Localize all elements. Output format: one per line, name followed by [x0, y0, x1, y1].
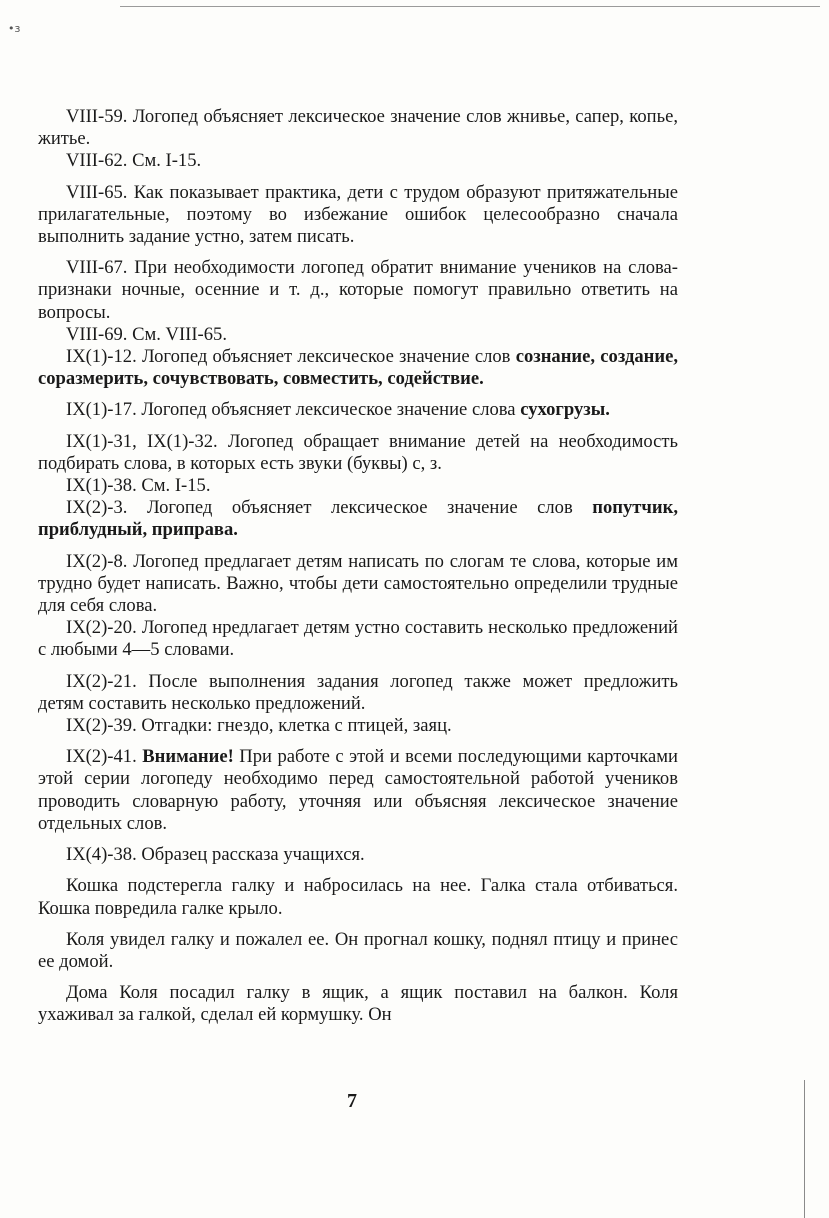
- paragraph-ix-1-31: IX(1)-31, IX(1)-32. Логопед обращает внимание детей на необходимость подбирать слова, в которых есть звуки (буквы) с, з.: [38, 430, 678, 474]
- paragraph-ix-4-38: IX(4)-38. Образец рассказа учащихся.: [66, 844, 365, 866]
- paragraph-ix-2-21: IX(2)-21. После выполнения задания логопед также может предложить детям составить несколько предложений.: [38, 670, 678, 714]
- corner-mark: •з: [8, 22, 21, 35]
- paragraph-story-2: Коля увидел галку и пожалел ее. Он прогнал кошку, поднял птицу и принес ее домой.: [38, 928, 678, 972]
- paragraph-viii-59: VIII-59. Логопед объясняет лексическое значение слов жнивье, сапер, копье, житье.: [38, 106, 678, 150]
- paragraph-ix-2-8: IX(2)-8. Логопед предлагает детям написать по слогам те слова, которые им трудно будет написать. Важно, чтобы дети самостоятельно определили трудные для себя слова.: [38, 550, 678, 617]
- paragraph-ix-1-17: IX(1)-17. Логопед объясняет лексическое значение слова сухогрузы.: [66, 399, 610, 421]
- page-number: 7: [347, 1090, 357, 1112]
- paragraph-story-3: Дома Коля посадил галку в ящик, а ящик поставил на балкон. Коля ухаживал за галкой, сделал ей кормушку. Он: [38, 982, 678, 1026]
- paragraph-ix-2-39: IX(2)-39. Отгадки: гнездо, клетка с птицей, заяц.: [66, 715, 452, 737]
- paragraph-ix-1-38: IX(1)-38. См. I-15.: [66, 475, 211, 497]
- paragraph-ix-2-20: IX(2)-20. Логопед нредлагает детям устно составить несколько предложений с любыми 4—5 словами.: [38, 617, 678, 661]
- paragraph-viii-69: VIII-69. См. VIII-65.: [66, 323, 227, 345]
- paragraph-story-1: Кошка подстерегла галку и набросилась на нее. Галка стала отбиваться. Кошка повредила галке крыло.: [38, 875, 678, 919]
- paragraph-ix-2-41: IX(2)-41. Внимание! При работе с этой и всеми последующими карточками этой серии логопеду необходимо перед самостоятельной работой учеников проводить словарную работу, уточняя или объясняя лексическое значение отдельных слов.: [38, 746, 678, 834]
- scan-edge-top: [120, 6, 820, 7]
- paragraph-ix-2-3: IX(2)-3. Логопед объясняет лексическое значение слов попутчик, приблудный, приправа.: [38, 497, 678, 541]
- paragraph-viii-67: VIII-67. При необходимости логопед обратит внимание учеников на слова-признаки ночные, осенние и т. д., которые помогут правильно ответить на вопросы.: [38, 257, 678, 323]
- paragraph-viii-65: VIII-65. Как показывает практика, дети с трудом образуют притяжательные прилагательные, поэтому во избежание ошибок целесообразно сначала выполнить задание устно, затем писать.: [38, 181, 678, 248]
- paragraph-ix-1-12: IX(1)-12. Логопед объясняет лексическое значение слов сознание, создание, соразмерить, сочувствовать, совместить, содействие.: [38, 346, 678, 390]
- paragraph-viii-62: VIII-62. См. I-15.: [66, 150, 202, 172]
- main-text: [38, 106, 678, 1027]
- scan-edge-right: [804, 1080, 805, 1218]
